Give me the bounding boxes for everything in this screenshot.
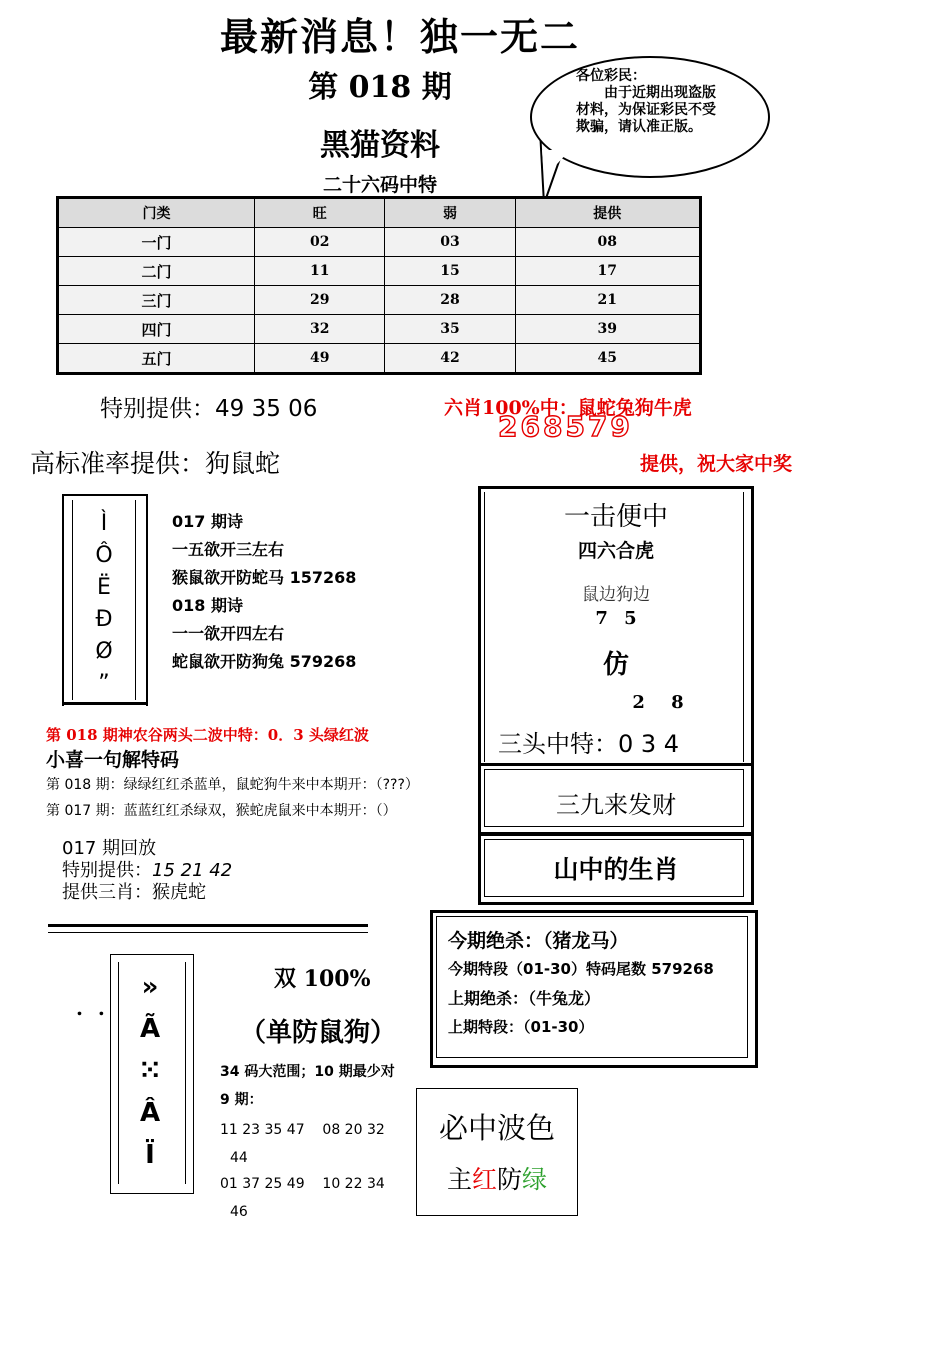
number-group: 08 20 32 <box>322 1122 385 1138</box>
special-nums: 49 35 06 <box>215 396 318 422</box>
poem-line: 蛇鼠欲开防狗兔 579268 <box>172 652 357 671</box>
number-tail: 46 <box>230 1204 248 1220</box>
poem-glyph: ” <box>98 671 110 696</box>
high-accuracy <box>30 444 280 480</box>
replay-title: 017 期回放 <box>62 838 157 859</box>
poem-glyph: Ð <box>95 607 113 632</box>
range-line: 9 期： <box>220 1092 263 1108</box>
table-row <box>58 228 701 257</box>
poem-line: 猴鼠欲开防蛇马 157268 <box>172 568 357 587</box>
wave-018: 第 018 期神农谷两头二波中特：0．3 头绿红波 <box>46 726 369 744</box>
wave-green: 绿 <box>522 1165 548 1194</box>
xiaoxi-title: 小喜一句解特码 <box>46 749 180 771</box>
table-cell: 49 <box>255 344 385 374</box>
table-header: 门类 <box>58 198 255 228</box>
issue-018-line: 第 018 期：绿绿红红杀蓝单，鼠蛇狗牛来中本期开：（???） <box>46 777 419 793</box>
replay-special <box>62 860 232 882</box>
zodiac-glyph: Â <box>139 1098 161 1128</box>
replay-special-nums: 15 21 42 <box>152 860 233 881</box>
one-hit-hint: 鼠边狗边 <box>582 585 650 605</box>
number-tail: 44 <box>230 1150 248 1166</box>
one-hit-nums2: 2 8 <box>632 692 684 713</box>
table-header: 旺 <box>255 198 385 228</box>
poem-glyph: Ì <box>100 511 108 536</box>
zodiac-glyph: Ï <box>145 1140 155 1170</box>
notice-body: 由于近期出现盗版材料，为保证彩民不受欺骗，请认准正版。 <box>576 85 716 135</box>
wave-title: 必中波色 <box>438 1111 555 1145</box>
six-zodiac-numbers: 268579 <box>498 410 633 443</box>
replay-sanxiao <box>62 882 232 904</box>
table-cell: 11 <box>255 257 385 286</box>
divider <box>48 924 368 927</box>
number-row <box>220 1116 385 1144</box>
table-cell: 五门 <box>58 344 255 374</box>
table-cell: 四门 <box>58 315 255 344</box>
poem-glyph: Ë <box>97 575 111 600</box>
poem-glyphs <box>84 508 124 700</box>
poem-line: 一一欲开四左右 <box>172 624 285 643</box>
kill-this: 今期绝杀：（猪龙马） <box>448 930 629 952</box>
table-cell: 一门 <box>58 228 255 257</box>
table-row <box>58 315 701 344</box>
one-hit-title: 一击便中 <box>563 502 668 532</box>
divider <box>48 932 368 933</box>
table-cell: 17 <box>515 257 700 286</box>
shan-text: 山中的生肖 <box>553 855 679 884</box>
door-table <box>56 196 702 375</box>
kill-last: 上期绝杀：（牛兔龙） <box>448 989 601 1008</box>
poem-line: 一五欲开三左右 <box>172 540 285 559</box>
number-group: 01 37 25 49 <box>220 1176 305 1192</box>
zodiac-glyph: » <box>141 972 159 1002</box>
double-100: 双 100% <box>274 966 371 992</box>
table-row <box>58 257 701 286</box>
dots: . . <box>76 996 109 1020</box>
one-hit-nums1: 7 5 <box>595 608 637 629</box>
table-cell: 39 <box>515 315 700 344</box>
number-group: 10 22 34 <box>322 1176 385 1192</box>
number-group: 11 23 35 47 <box>220 1122 305 1138</box>
table-cell: 08 <box>515 228 700 257</box>
bubble-tail-cover <box>540 150 600 180</box>
sanjiu-text: 三九来发财 <box>556 791 676 819</box>
special-provide <box>100 390 317 423</box>
table-cell: 02 <box>255 228 385 257</box>
notice-greeting: 各位彩民： <box>576 68 646 84</box>
issue-017-line: 第 017 期：蓝蓝红红杀绿双，猴蛇虎鼠来中本期开：（） <box>46 803 397 819</box>
table-header-row <box>58 198 701 228</box>
table-cell: 29 <box>255 286 385 315</box>
wish-text: 提供，祝大家中奖 <box>640 453 793 475</box>
kill-range-this: 今期特段（01-30）特码尾数 579268 <box>448 960 714 978</box>
table-cell: 32 <box>255 315 385 344</box>
table-row <box>58 286 701 315</box>
poem-glyph: Ø <box>95 639 113 664</box>
zodiac-glyph: ⁙ <box>139 1056 161 1086</box>
high-accuracy-label: 高标准率提供： <box>30 449 206 478</box>
single-guard: （单防鼠狗） <box>240 1018 397 1048</box>
zodiac-glyphs <box>126 966 174 1176</box>
issue-number: 第 018 期 <box>308 70 452 105</box>
replay-special-label: 特别提供： <box>62 860 152 881</box>
notice-text <box>576 68 726 136</box>
poem-line: 017 期诗 <box>172 512 243 531</box>
wave-guard: 防 <box>497 1165 523 1194</box>
six-zodiac: 六肖100%中：鼠蛇兔狗牛虎 <box>444 397 692 419</box>
one-hit-fang: 仿 <box>602 650 629 680</box>
zodiac-glyph: Ã <box>139 1014 161 1044</box>
table-cell: 21 <box>515 286 700 315</box>
table-cell: 二门 <box>58 257 255 286</box>
poem-lines <box>172 508 356 676</box>
range-text <box>220 1058 395 1114</box>
material-name: 黑猫资料 <box>320 128 440 163</box>
table-cell: 28 <box>385 286 515 315</box>
poem-line: 018 期诗 <box>172 596 243 615</box>
table-cell: 三门 <box>58 286 255 315</box>
special-label: 特别提供： <box>100 396 215 422</box>
high-accuracy-value: 狗鼠蛇 <box>205 449 281 478</box>
table-cell: 45 <box>515 344 700 374</box>
wave-color-line <box>416 1160 578 1196</box>
poem-frame-bottom <box>62 702 148 705</box>
table-cell: 15 <box>385 257 515 286</box>
poem-glyph: Ô <box>95 543 113 568</box>
table-header: 提供 <box>515 198 700 228</box>
table-cell: 35 <box>385 315 515 344</box>
table-row <box>58 344 701 374</box>
three-head: 三头中特：0 3 4 <box>498 730 680 758</box>
wave-red: 红 <box>471 1165 497 1194</box>
table-header: 弱 <box>385 198 515 228</box>
subtitle: 二十六码中特 <box>322 174 437 196</box>
wave-main: 主 <box>446 1165 472 1194</box>
kill-range-last: 上期特段：（01-30） <box>448 1018 594 1036</box>
table-cell: 03 <box>385 228 515 257</box>
number-row <box>220 1170 385 1198</box>
replay-sanxiao-value: 猴虎蛇 <box>152 882 206 903</box>
replay-017 <box>62 838 232 904</box>
replay-sanxiao-label: 提供三肖： <box>62 882 152 903</box>
range-line: 34 码大范围；10 期最少对 <box>220 1064 395 1080</box>
table-cell: 42 <box>385 344 515 374</box>
one-hit-sub: 四六合虎 <box>577 540 654 562</box>
page-title: 最新消息！独一无二 <box>219 14 580 59</box>
